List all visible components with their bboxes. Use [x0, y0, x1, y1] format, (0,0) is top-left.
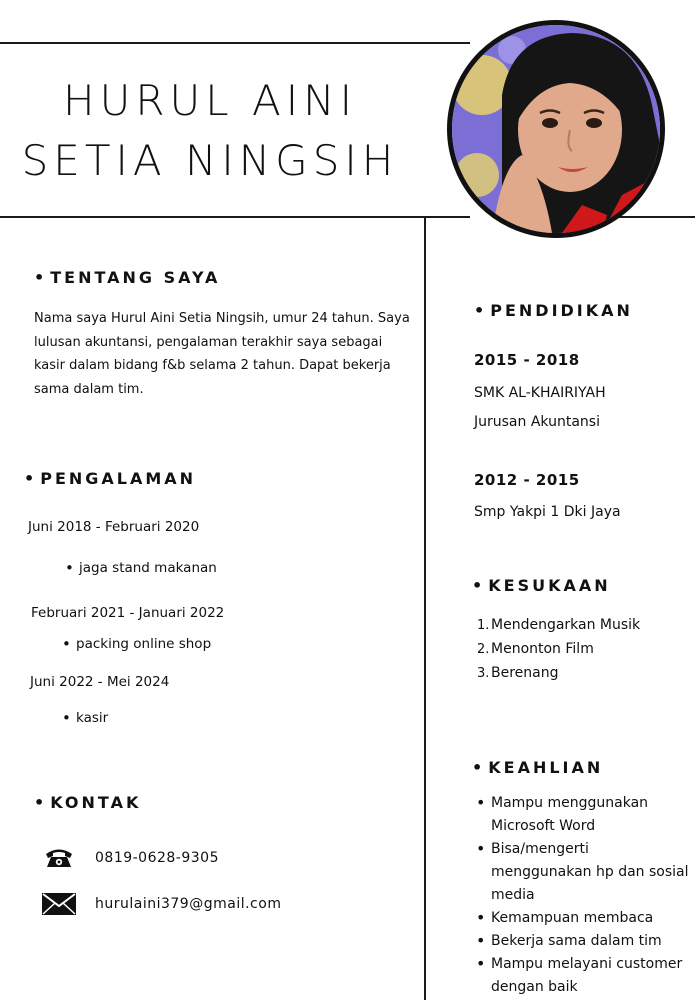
- column-divider: [424, 216, 426, 1000]
- contact-phone[interactable]: 0819-0628-9305: [95, 850, 219, 866]
- education-school-2: Smp Yakpi 1 Dki Jaya: [474, 504, 621, 520]
- experience-task-1: • jaga stand makanan: [79, 560, 217, 576]
- hobby-text: Berenang: [491, 665, 559, 681]
- hobby-item: [477, 662, 640, 686]
- hobby-item: [477, 638, 640, 662]
- skill-item: • Bekerja sama dalam tim: [474, 930, 689, 953]
- education-title-label: PENDIDIKAN: [490, 301, 633, 320]
- skills-title: • KEAHLIAN: [472, 758, 604, 777]
- skill-item: • Kemampuan membaca: [474, 907, 689, 930]
- header-bottom-rule: [0, 216, 470, 218]
- hobbies-title: • KESUKAAN: [472, 576, 611, 595]
- header-top-rule: [0, 42, 470, 44]
- skills-title-label: KEAHLIAN: [488, 758, 604, 777]
- experience-title: • PENGALAMAN: [24, 469, 197, 488]
- skill-item: • Bisa/mengerti menggunakan hp dan sosial media: [474, 838, 689, 907]
- hobbies-title-label: KESUKAAN: [488, 576, 611, 595]
- experience-period-2: Februari 2021 - Januari 2022: [31, 605, 225, 621]
- contact-email[interactable]: hurulaini379@gmail.com: [95, 896, 282, 912]
- hobby-number: 3.: [477, 666, 490, 681]
- experience-task-2: • packing online shop: [76, 636, 211, 652]
- envelope-icon: [42, 893, 76, 919]
- education-major-1: Jurusan Akuntansi: [474, 414, 600, 430]
- hobby-number: 2.: [477, 642, 490, 657]
- education-title: • PENDIDIKAN: [474, 301, 633, 320]
- experience-task-3: • kasir: [76, 710, 108, 726]
- hobby-text: Menonton Film: [491, 641, 594, 657]
- profile-photo-illustration: [452, 25, 660, 233]
- skills-list: [474, 792, 689, 999]
- about-title: • TENTANG SAYA: [34, 268, 221, 287]
- hobbies-list: [477, 614, 640, 686]
- hobby-text: Mendengarkan Musik: [491, 617, 641, 633]
- skill-item: • Mampu menggunakan Microsoft Word: [474, 792, 689, 838]
- contact-title-label: KONTAK: [50, 793, 142, 812]
- hobby-number: 1.: [477, 618, 490, 633]
- contact-title: • KONTAK: [34, 793, 142, 812]
- about-title-label: TENTANG SAYA: [50, 268, 221, 287]
- skill-item: • Mampu melayani customer dengan baik: [474, 953, 689, 999]
- hobby-item: [477, 614, 640, 638]
- experience-period-1: Juni 2018 - Februari 2020: [28, 519, 200, 535]
- education-school-1: SMK AL-KHAIRIYAH: [474, 385, 606, 401]
- education-years-2: 2012 - 2015: [474, 471, 580, 489]
- experience-period-3: Juni 2022 - Mei 2024: [30, 674, 170, 690]
- about-text: Nama saya Hurul Aini Setia Ningsih, umur 24 tahun. Saya lulusan akuntansi, pengalaman terakhir saya sebagai kasir dalam bidang f&b selama 2 tahun. Dapat bekerja sama dalam tim.: [34, 311, 410, 397]
- profile-photo: [447, 20, 665, 238]
- education-years-1: 2015 - 2018: [474, 351, 580, 369]
- name-line-2: SETIA NINGSIH: [21, 136, 399, 185]
- name-line-1: HURUL AINI: [63, 76, 357, 125]
- experience-title-label: PENGALAMAN: [40, 469, 197, 488]
- phone-icon: [44, 845, 74, 873]
